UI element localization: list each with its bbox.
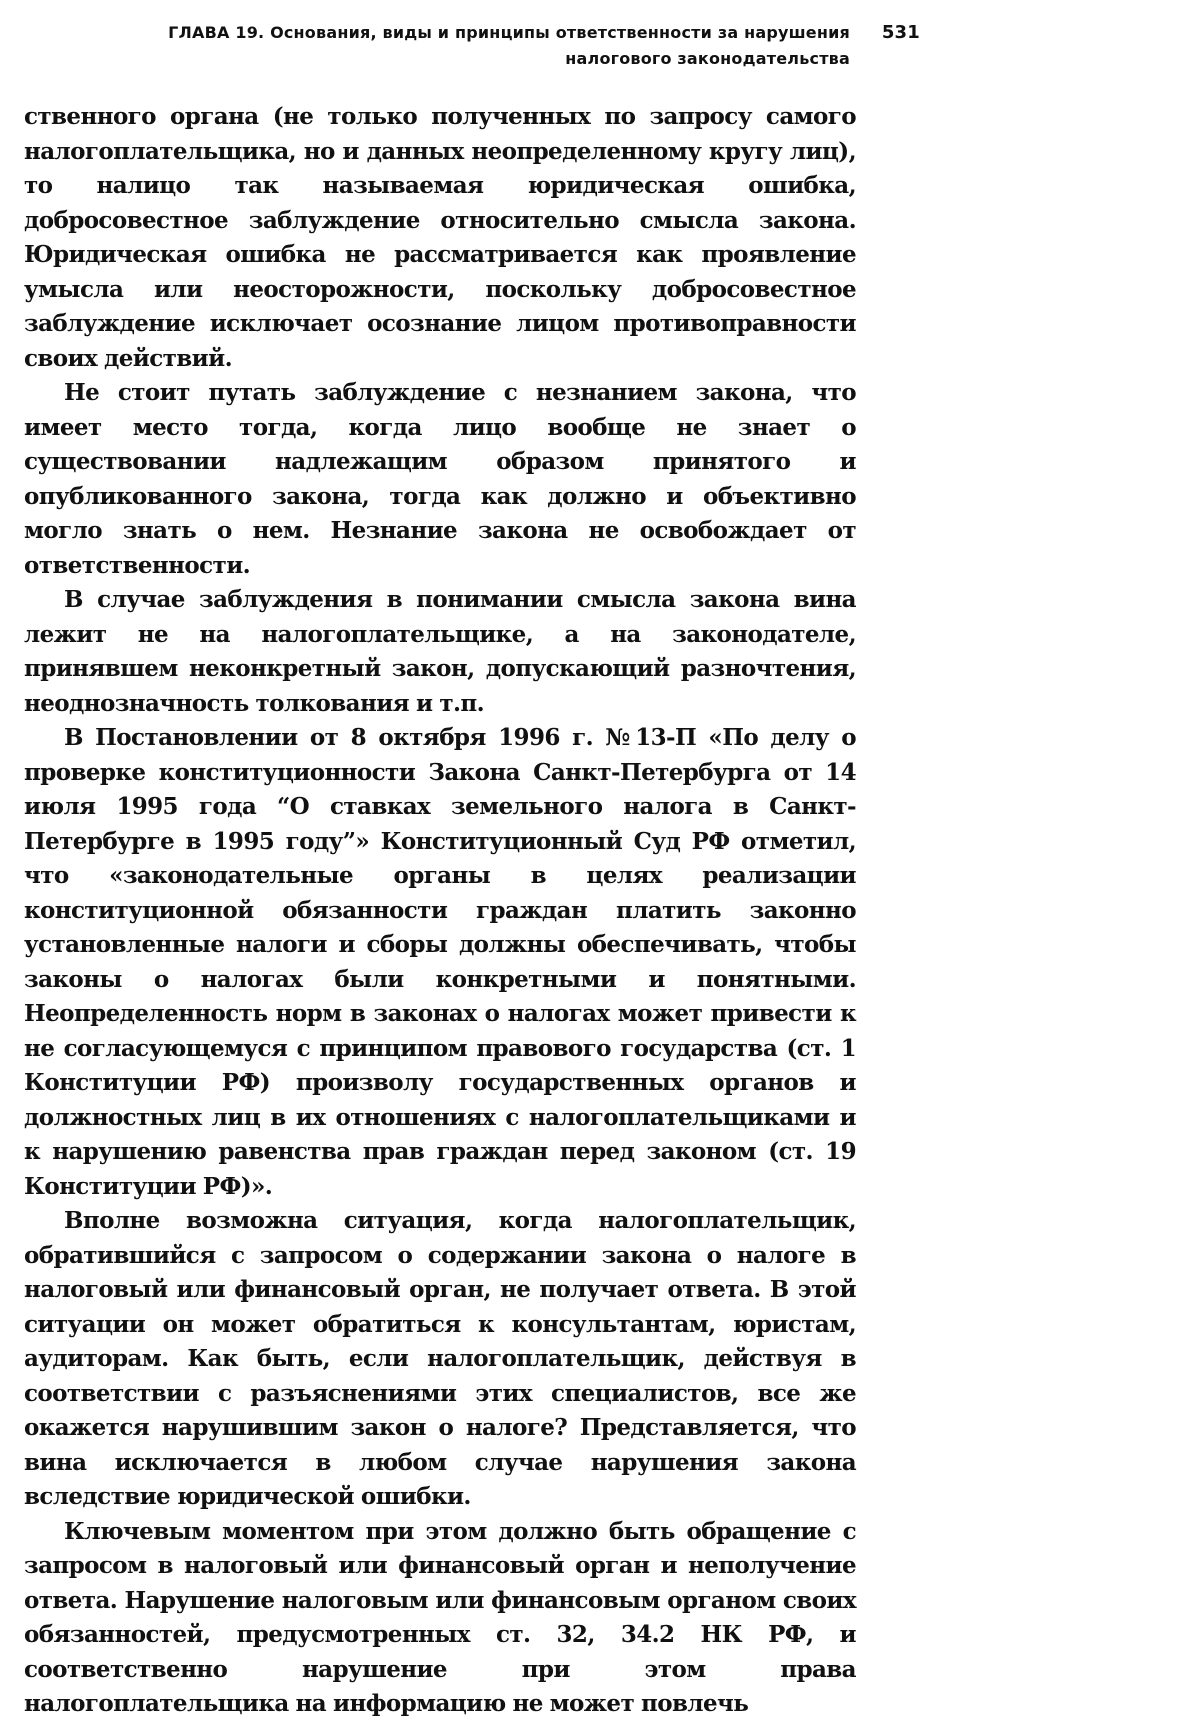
page-number: 531: [881, 22, 920, 43]
chapter-title-line-2: налогового законодательства: [565, 49, 850, 68]
paragraph: Ключевым моментом при этом должно быть обращение с запросом в налоговый или финансовый орган и неполучение ответа. Нарушение налоговым или финансовым органом своих обязанностей, предусмотренных ст. 32, 34.2 НК РФ, и соответственно нарушение при этом права налогоплательщика на информацию не может повлечь: [24, 1517, 856, 1717]
paragraph: В Постановлении от 8 октября 1996 г. №13-П «По делу о проверке конституционности Закона Санкт-Петербурга от 14 июля 1995 года “О ставках земельного налога в Санкт-Петербурге в 1995 году”» Конституционный Суд РФ отметил, что «законодательные органы в целях реализации конституционной обязанности граждан платить законно установленные налоги и сборы должны обеспечивать, чтобы законы о налогах были конкретными и понятными. Неопределенность норм в законах о налогах может привести к не согласующемуся с принципом правового государства (ст. 1 Конституции РФ) произволу государственных органов и должностных лиц в их отношениях с налогоплательщиками и к нарушению равенства прав граждан перед законом (ст. 19 Конституции РФ)».: [24, 724, 856, 1200]
running-header: [120, 20, 920, 76]
paragraph: Не стоит путать заблуждение с незнанием закона, что имеет место тогда, когда лицо вообще не знает о существовании надлежащим образом принятого и опубликованного закона, тогда как должно и объективно могло знать о нем. Незнание закона не освобождает от ответственности.: [24, 379, 856, 579]
chapter-title-line-1: ГЛАВА 19. Основания, виды и принципы ответственности за нарушения: [168, 23, 850, 42]
paragraph: Вполне возможна ситуация, когда налогоплательщик, обратившийся с запросом о содержании закона о налоге в налоговый или финансовый орган, не получает ответа. В этой ситуации он может обратиться к консультантам, юристам, аудиторам. Как быть, если налогоплательщик, действуя в соответствии с разъяснениями этих специалистов, все же окажется нарушившим закон о налоге? Представляется, что вина исключается в любом случае нарушения закона вследствие юридической ошибки.: [24, 1207, 856, 1510]
paragraph-continued: ственного органа (не только полученных по запросу самого налогоплательщика, но и данных неопределенному кругу лиц), то налицо так называемая юридическая ошибка, добросовестное заблуждение относительно смысла закона. Юридическая ошибка не рассматривается как проявление умысла или неосторожности, поскольку добросовестное заблуждение исключает осознание лицом противоправности своих действий.: [24, 103, 856, 372]
body-text: [24, 100, 856, 1722]
paragraph: В случае заблуждения в понимании смысла закона вина лежит не на налогоплательщике, а на законодателе, принявшем неконкретный закон, допускающий разночтения, неоднозначность толкования и т.п.: [24, 586, 856, 717]
chapter-title: [110, 20, 850, 72]
